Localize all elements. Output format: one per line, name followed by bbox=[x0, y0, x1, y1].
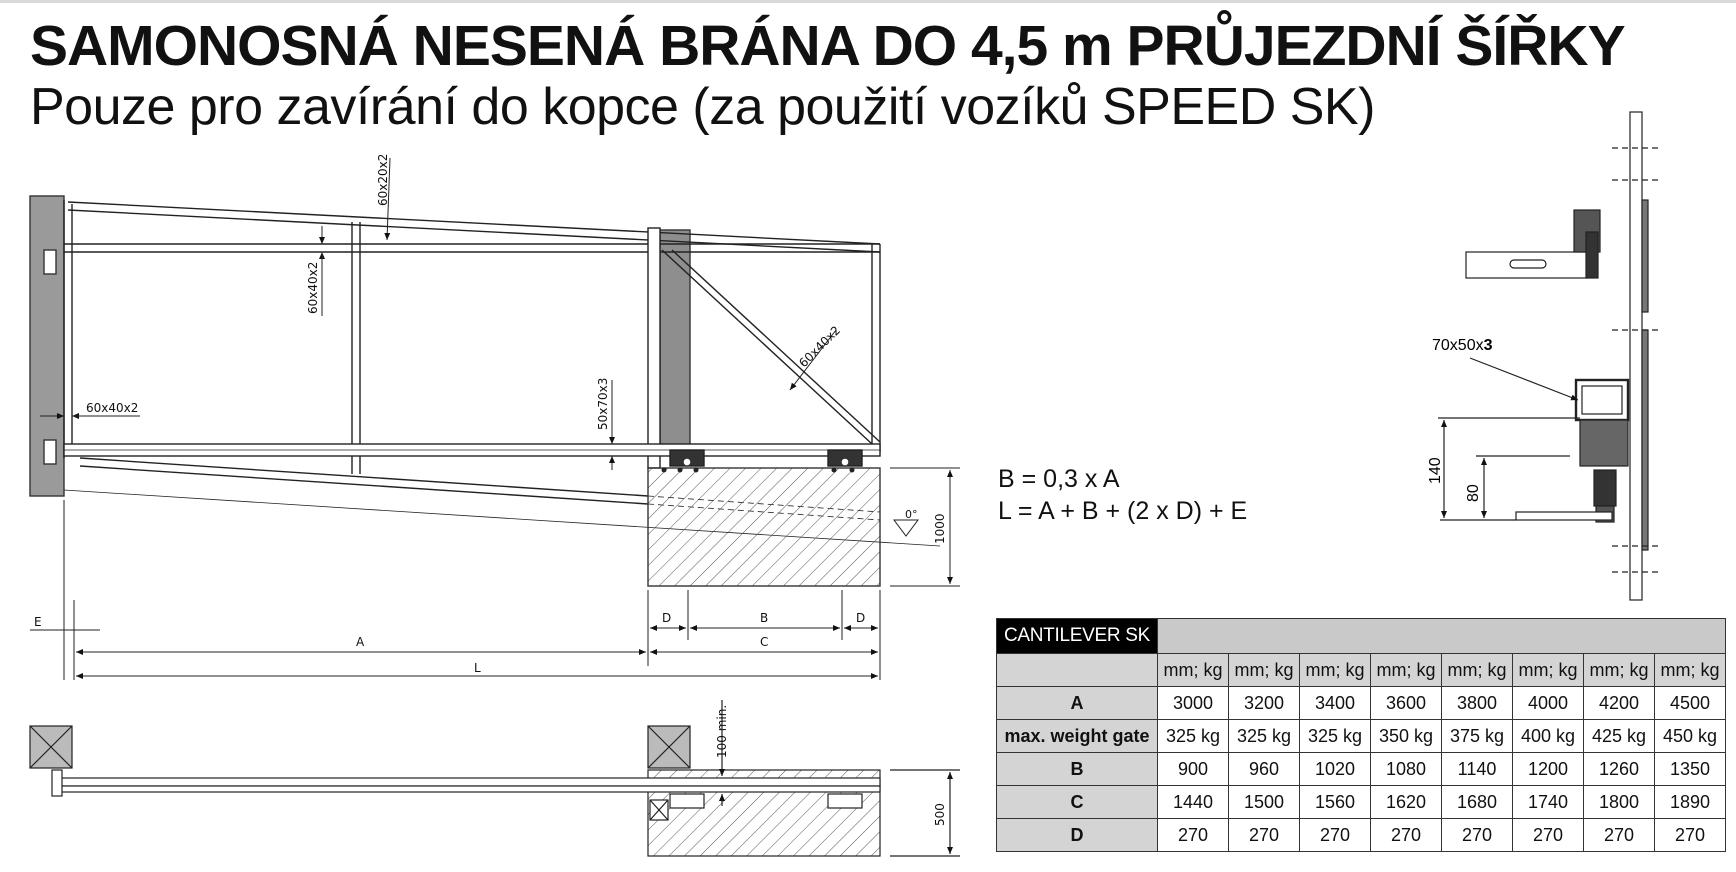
row-label: D bbox=[997, 819, 1158, 852]
label-height-1000: 1000 bbox=[933, 513, 947, 544]
gate-plan-view bbox=[30, 700, 960, 856]
table-cell: 1440 bbox=[1158, 786, 1229, 819]
table-cell: 270 bbox=[1513, 819, 1584, 852]
table-cell: 450 kg bbox=[1655, 720, 1726, 753]
formula-l: L = A + B + (2 x D) + E bbox=[998, 497, 1248, 525]
table-cell: 1560 bbox=[1300, 786, 1371, 819]
table-cell: 425 kg bbox=[1584, 720, 1655, 753]
label-depth-500: 500 bbox=[933, 803, 947, 826]
table-cell: 350 kg bbox=[1371, 720, 1442, 753]
label-dim-d1: D bbox=[662, 611, 672, 625]
table-cell: 270 bbox=[1442, 819, 1513, 852]
label-profile-top: 60x20x2 bbox=[376, 153, 390, 206]
table-cell: 270 bbox=[1158, 819, 1229, 852]
unit-cell: mm; kg bbox=[1229, 654, 1300, 687]
table-cell: 3200 bbox=[1229, 687, 1300, 720]
row-label: A bbox=[997, 687, 1158, 720]
table-cell: 325 kg bbox=[1158, 720, 1229, 753]
table-row bbox=[997, 687, 1726, 720]
label-dim-l: L bbox=[474, 661, 481, 675]
table-cell: 3600 bbox=[1371, 687, 1442, 720]
table-cell: 270 bbox=[1584, 819, 1655, 852]
table-cell: 1740 bbox=[1513, 786, 1584, 819]
unit-cell: mm; kg bbox=[1442, 654, 1513, 687]
label-detail-80: 80 bbox=[1465, 484, 1482, 502]
label-slope: 0° bbox=[905, 508, 918, 521]
row-label: B bbox=[997, 753, 1158, 786]
table-row bbox=[997, 786, 1726, 819]
unit-cell: mm; kg bbox=[1158, 654, 1229, 687]
table-cell: 4500 bbox=[1655, 687, 1726, 720]
page-title: SAMONOSNÁ NESENÁ BRÁNA DO 4,5 m PRŮJEZDNÍ ŠÍŘKY bbox=[30, 14, 1625, 78]
table-row bbox=[997, 753, 1726, 786]
label-detail-profile: 70x50x3 bbox=[1432, 337, 1493, 354]
detail-labels bbox=[1427, 337, 1493, 502]
table-cell: 1800 bbox=[1584, 786, 1655, 819]
label-profile-diagonal: 60x40x2 bbox=[796, 323, 844, 371]
table-cell: 1080 bbox=[1371, 753, 1442, 786]
table-cell: 1620 bbox=[1371, 786, 1442, 819]
unit-cell: mm; kg bbox=[1655, 654, 1726, 687]
table-cell: 1260 bbox=[1584, 753, 1655, 786]
unit-cell: mm; kg bbox=[1584, 654, 1655, 687]
table-cell: 400 kg bbox=[1513, 720, 1584, 753]
table-cell: 3800 bbox=[1442, 687, 1513, 720]
table-row bbox=[997, 720, 1726, 753]
table-header-fill bbox=[1158, 619, 1726, 654]
table-cell: 3400 bbox=[1300, 687, 1371, 720]
label-min-100: 100 min. bbox=[715, 704, 729, 758]
table-cell: 1500 bbox=[1229, 786, 1300, 819]
elevation-dimensions bbox=[30, 158, 960, 680]
table-cell: 1350 bbox=[1655, 753, 1726, 786]
table-cell: 1890 bbox=[1655, 786, 1726, 819]
roller-detail-section bbox=[1438, 112, 1660, 600]
table-cell: 4200 bbox=[1584, 687, 1655, 720]
label-dim-e: E bbox=[34, 615, 42, 629]
table-cell: 3000 bbox=[1158, 687, 1229, 720]
unit-cell: mm; kg bbox=[1300, 654, 1371, 687]
label-profile-left: 60x40x2 bbox=[86, 401, 139, 415]
table-cell: 4000 bbox=[1513, 687, 1584, 720]
table-cell: 270 bbox=[1655, 819, 1726, 852]
label-dim-a: A bbox=[356, 635, 365, 649]
table-cell: 1020 bbox=[1300, 753, 1371, 786]
table-cell: 1200 bbox=[1513, 753, 1584, 786]
table-header: CANTILEVER SK bbox=[997, 619, 1158, 654]
row-label: C bbox=[997, 786, 1158, 819]
formula-b: B = 0,3 x A bbox=[998, 465, 1120, 493]
table-cell: 325 kg bbox=[1300, 720, 1371, 753]
table-cell: 270 bbox=[1300, 819, 1371, 852]
label-dim-c: C bbox=[760, 635, 769, 649]
table-cell: 900 bbox=[1158, 753, 1229, 786]
gate-elevation bbox=[30, 196, 940, 586]
page-subtitle: Pouze pro zavírání do kopce (za použití vozíků SPEED SK) bbox=[30, 78, 1375, 136]
table-cell: 325 kg bbox=[1229, 720, 1300, 753]
row-label: max. weight gate bbox=[997, 720, 1158, 753]
label-dim-b: B bbox=[760, 611, 769, 625]
table-cell: 1140 bbox=[1442, 753, 1513, 786]
units-label-cell bbox=[997, 654, 1158, 687]
table-cell: 270 bbox=[1371, 819, 1442, 852]
label-dim-d2: D bbox=[856, 611, 866, 625]
unit-cell: mm; kg bbox=[1371, 654, 1442, 687]
table-cell: 375 kg bbox=[1442, 720, 1513, 753]
table-cell: 1680 bbox=[1442, 786, 1513, 819]
unit-cell: mm; kg bbox=[1513, 654, 1584, 687]
label-profile-bottom: 50x70x3 bbox=[596, 377, 610, 430]
table-row bbox=[997, 819, 1726, 852]
table-cell: 960 bbox=[1229, 753, 1300, 786]
cantilever-spec-table bbox=[996, 618, 1726, 852]
label-profile-vertical: 60x40x2 bbox=[306, 261, 320, 314]
table-cell: 270 bbox=[1229, 819, 1300, 852]
label-detail-140: 140 bbox=[1427, 457, 1444, 484]
